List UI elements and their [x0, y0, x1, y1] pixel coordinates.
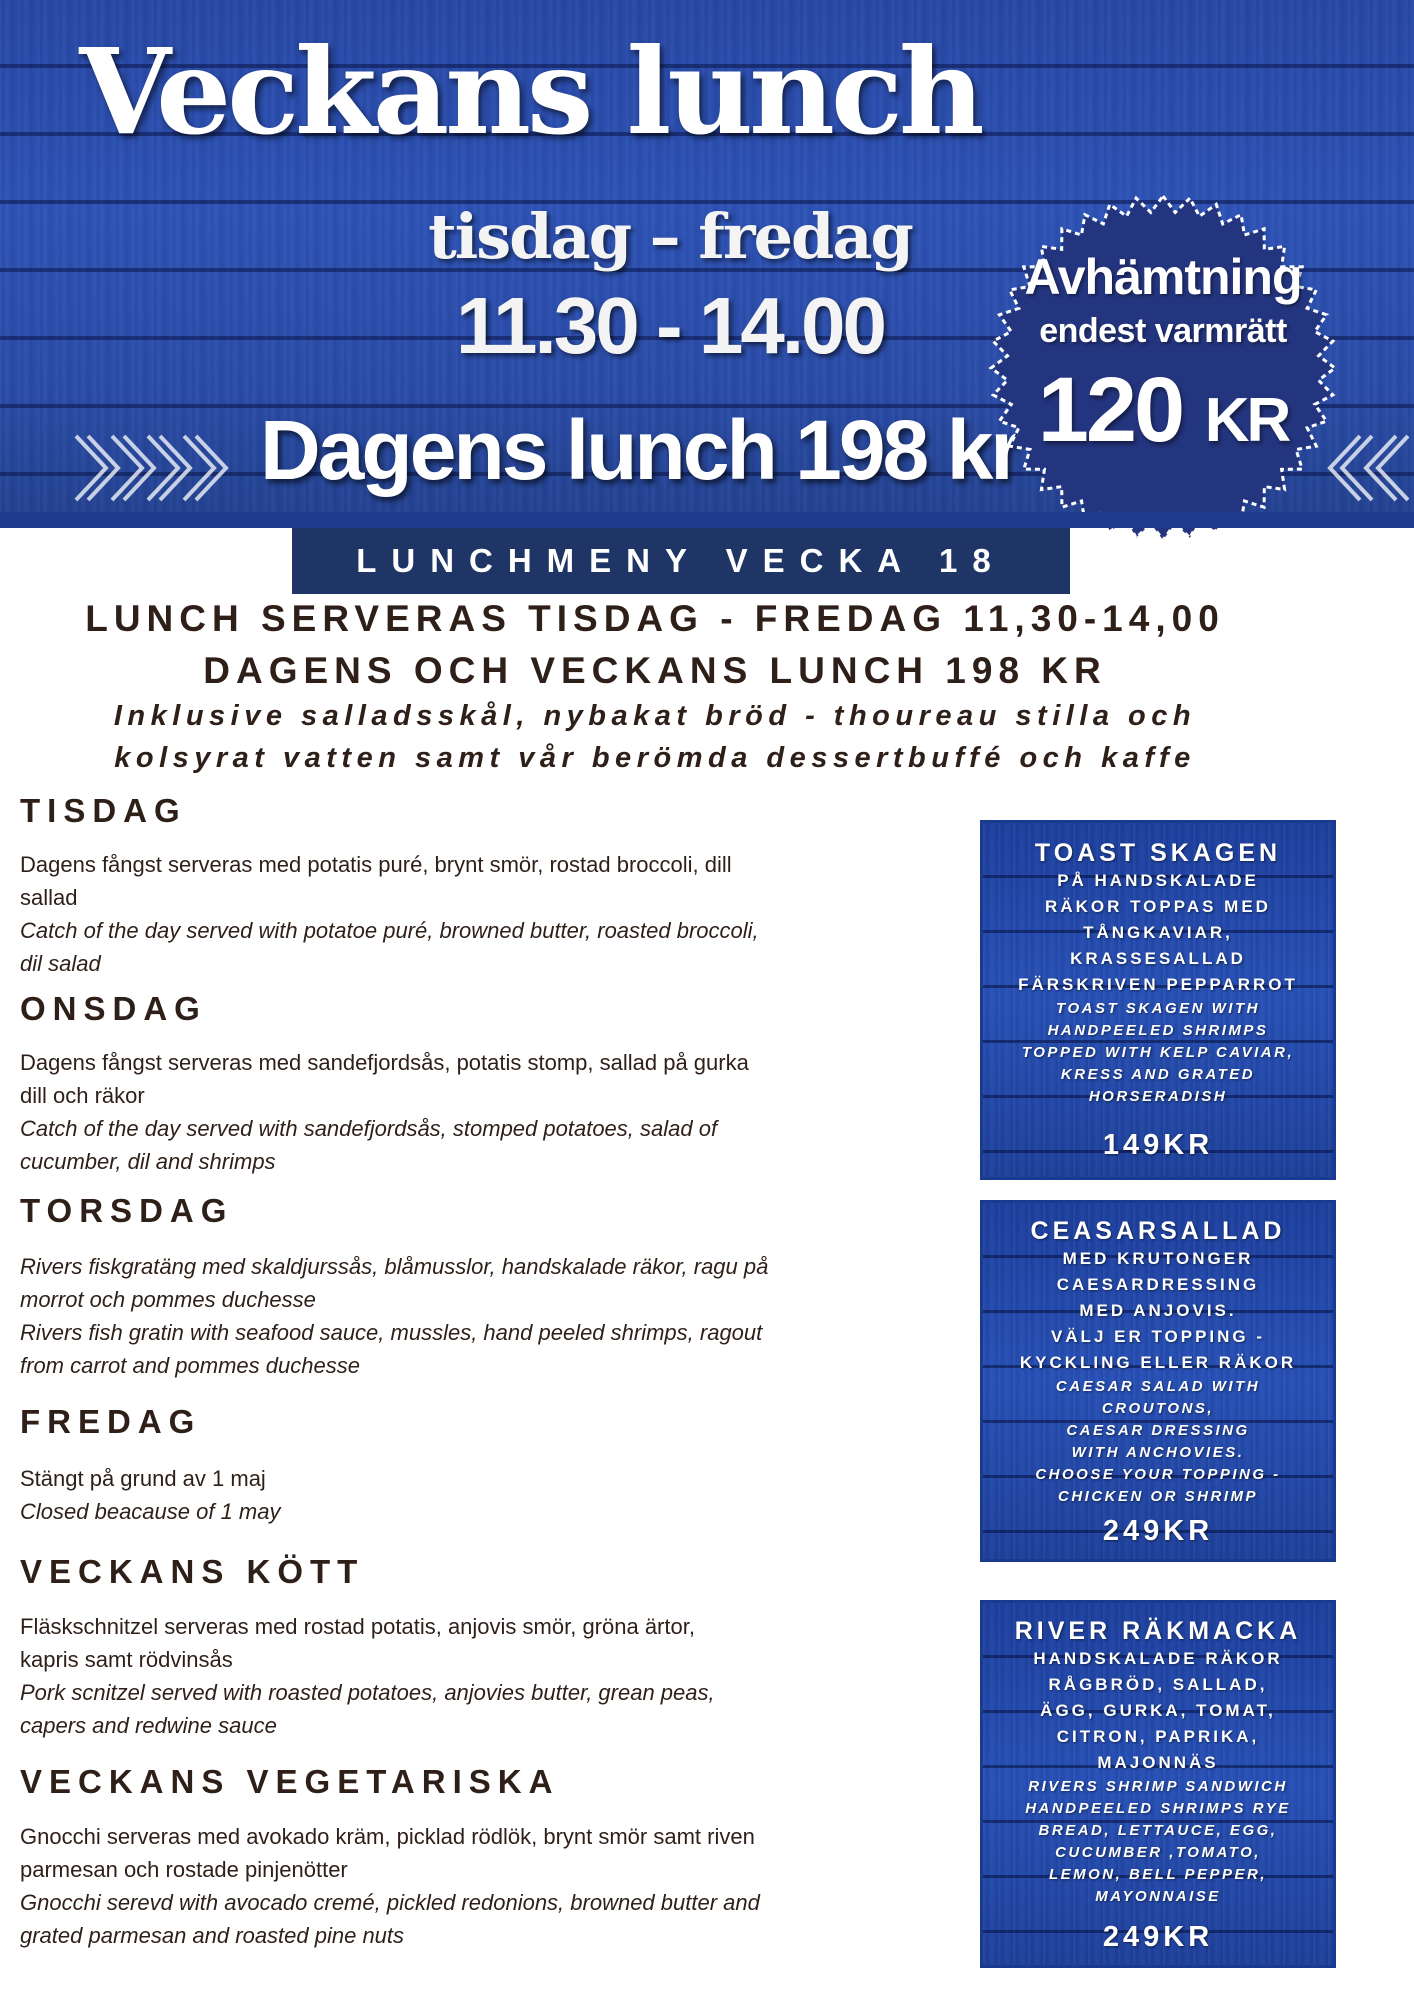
- card-sv-line: RÅGBRÖD, SALLAD,: [1048, 1675, 1268, 1694]
- card-en-line: WITH ANCHOVIES.: [1071, 1444, 1245, 1461]
- section-heading-fredag: FREDAG: [20, 1403, 202, 1440]
- card-sv-line: FÄRSKRIVEN PEPPARROT: [1018, 975, 1298, 994]
- card-sv-line: HANDSKALADE RÄKOR: [1033, 1649, 1283, 1668]
- card-title: RIVER RÄKMACKA: [1014, 1617, 1302, 1645]
- card-description-en: [983, 998, 1333, 1108]
- takeaway-badge: [985, 190, 1341, 546]
- sv-line: sallad: [20, 885, 78, 910]
- en-line: Pork scnitzel served with roasted potatoes, anjovies butter, grean peas,: [20, 1680, 715, 1705]
- card-sv-line: CITRON, PAPRIKA,: [1056, 1727, 1260, 1746]
- banner-price: Dagens lunch 198 kr: [260, 403, 1020, 497]
- badge-price-value: 120: [1037, 359, 1183, 461]
- badge-line1: Avhämtning: [1024, 249, 1302, 305]
- sv-line: morrot och pommes duchesse: [20, 1287, 316, 1312]
- header-banner: [0, 0, 1414, 528]
- card-en-line: TOAST SKAGEN WITH: [1056, 1000, 1260, 1017]
- card-price: 249KR: [1102, 1921, 1214, 1953]
- card-en-line: HORSERADISH: [1088, 1088, 1228, 1105]
- card-description-sv: [983, 1246, 1333, 1376]
- card-en-line: HANDPEELED SHRIMPS RYE: [1025, 1800, 1291, 1817]
- card-sv-line: TÅNGKAVIAR,: [1083, 923, 1233, 942]
- card-sv-line: MED KRUTONGER: [1062, 1249, 1254, 1268]
- card-sv-line: KRASSESALLAD: [1070, 949, 1246, 968]
- en-line: dil salad: [20, 951, 101, 976]
- card-sv-line: PÅ HANDSKALADE: [1057, 871, 1259, 890]
- en-line: capers and redwine sauce: [20, 1713, 277, 1738]
- badge-price: [985, 358, 1341, 463]
- card-ceasarsallad: [980, 1200, 1336, 1562]
- card-en-line: RIVERS SHRIMP SANDWICH: [1028, 1778, 1288, 1795]
- section-text-fredag: [20, 1462, 860, 1528]
- card-price: 149KR: [1102, 1129, 1214, 1161]
- card-en-line: CUCUMBER ,TOMATO,: [1055, 1844, 1261, 1861]
- badge-line2: endest varmrätt: [1039, 312, 1287, 350]
- banner-title: Veckans lunch: [79, 22, 981, 161]
- badge-price-unit: KR: [1204, 386, 1289, 455]
- card-sv-line: ÄGG, GURKA, TOMAT,: [1040, 1701, 1276, 1720]
- card-description-en: [983, 1776, 1333, 1908]
- en-line: from carrot and pommes duchesse: [20, 1353, 360, 1378]
- card-en-line: HANDPEELED SHRIMPS: [1047, 1022, 1269, 1039]
- card-en-line: TOPPED WITH KELP CAVIAR,: [1021, 1044, 1295, 1061]
- section-text-tisdag: [20, 848, 860, 980]
- banner-days: tisdag – fredag: [428, 200, 912, 273]
- card-sv-line: KYCKLING ELLER RÄKOR: [1019, 1353, 1297, 1372]
- en-line: Catch of the day served with sandefjordsås, stomped potatoes, salad of: [20, 1116, 718, 1141]
- sv-line: Dagens fångst serveras med sandefjordsås, potatis stomp, sallad på gurka: [20, 1050, 749, 1075]
- card-title: CEASARSALLAD: [1030, 1217, 1286, 1245]
- en-line: Catch of the day served with potatoe puré, browned butter, roasted broccoli,: [20, 918, 759, 943]
- card-en-line: CAESAR SALAD WITH: [1055, 1378, 1261, 1395]
- section-text-onsdag: [20, 1046, 860, 1178]
- card-sv-line: RÄKOR TOPPAS MED: [1045, 897, 1271, 916]
- sv-line: parmesan och rostade pinjenötter: [20, 1857, 348, 1882]
- section-heading-veckans-kott: VECKANS KÖTT: [20, 1553, 365, 1590]
- section-heading-torsdag: TORSDAG: [20, 1192, 234, 1229]
- card-en-line: CROUTONS,: [1101, 1400, 1215, 1417]
- card-en-line: CHOOSE YOUR TOPPING -: [1035, 1466, 1281, 1483]
- card-river-rakmacka: [980, 1600, 1336, 1968]
- card-description-sv: [983, 1646, 1333, 1776]
- card-toast-skagen: [980, 820, 1336, 1180]
- intro-inclusive-1: Inklusive salladsskål, nybakat bröd - thoureau stilla och: [113, 700, 1197, 732]
- en-line: Rivers fish gratin with seafood sauce, mussles, hand peeled shrimps, ragout: [20, 1320, 763, 1345]
- week-label: LUNCHMENY VECKA 18: [292, 528, 1070, 594]
- card-description-en: [983, 1376, 1333, 1508]
- section-heading-veckans-vegetariska: VECKANS VEGETARISKA: [20, 1763, 560, 1800]
- en-line: grated parmesan and roasted pine nuts: [20, 1923, 405, 1948]
- card-en-line: BREAD, LETTAUCE, EGG,: [1038, 1822, 1278, 1839]
- card-sv-line: CAESARDRESSING: [1056, 1275, 1260, 1294]
- section-heading-tisdag: TISDAG: [20, 792, 187, 829]
- card-description-sv: [983, 868, 1333, 998]
- card-en-line: LEMON, BELL PEPPER,: [1048, 1866, 1268, 1883]
- section-text-veckans-kott: [20, 1610, 860, 1742]
- sv-line: Rivers fiskgratäng med skaldjurssås, blåmusslor, handskalade räkor, ragu på: [20, 1254, 769, 1279]
- card-en-line: KRESS AND GRATED: [1060, 1066, 1256, 1083]
- sv-line: dill och räkor: [20, 1083, 145, 1108]
- section-text-veckans-vegetariska: [20, 1820, 860, 1952]
- sv-line: Dagens fångst serveras med potatis puré, brynt smör, rostad broccoli, dill: [20, 852, 732, 877]
- sv-line: Stängt på grund av 1 maj: [20, 1466, 266, 1491]
- card-en-line: CAESAR DRESSING: [1066, 1422, 1250, 1439]
- banner-time: 11.30 - 14.00: [455, 281, 885, 370]
- intro-price: DAGENS OCH VECKANS LUNCH 198 KR: [203, 650, 1107, 691]
- sv-line: kapris samt rödvinsås: [20, 1647, 233, 1672]
- sv-line: Fläskschnitzel serveras med rostad potatis, anjovis smör, gröna ärtor,: [20, 1614, 695, 1639]
- card-en-line: CHICKEN OR SHRIMP: [1057, 1488, 1258, 1505]
- card-en-line: MAYONNAISE: [1095, 1888, 1221, 1905]
- card-sv-line: MED ANJOVIS.: [1079, 1301, 1237, 1320]
- intro-inclusive-2: kolsyrat vatten samt vår berömda dessertbuffé och kaffe: [114, 742, 1196, 774]
- section-text-torsdag: [20, 1250, 860, 1382]
- card-sv-line: MAJONNÄS: [1097, 1753, 1219, 1772]
- en-line: cucumber, dil and shrimps: [20, 1149, 276, 1174]
- section-heading-onsdag: ONSDAG: [20, 990, 207, 1027]
- card-title: TOAST SKAGEN: [1034, 839, 1282, 867]
- chevrons-right-icon: [72, 428, 232, 508]
- card-sv-line: VÄLJ ER TOPPING -: [1050, 1327, 1266, 1346]
- intro-serving-times: LUNCH SERVERAS TISDAG - FREDAG 11,30-14,00: [85, 598, 1225, 639]
- sv-line: Gnocchi serveras med avokado kräm, picklad rödlök, brynt smör samt riven: [20, 1824, 755, 1849]
- en-line: Closed beacause of 1 may: [20, 1499, 281, 1524]
- en-line: Gnocchi serevd with avocado cremé, pickled redonions, browned butter and: [20, 1890, 760, 1915]
- card-price: 249KR: [1102, 1515, 1214, 1547]
